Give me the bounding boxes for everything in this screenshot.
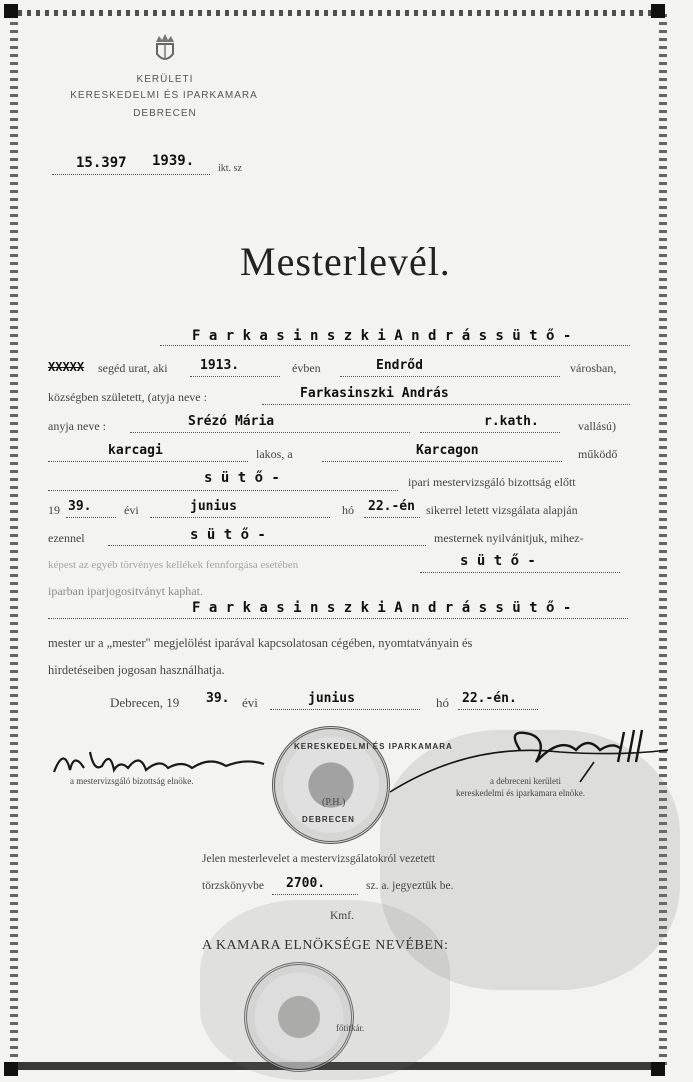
- text-evi-2: évi: [242, 695, 258, 710]
- corner-bottom-right: [651, 1062, 665, 1076]
- secretary-caption: főtitkár.: [336, 1023, 365, 1033]
- mother-name: Srézó Mária: [188, 414, 275, 429]
- text-ipari: ipari mestervizsgáló bizottság előtt: [408, 475, 576, 489]
- text-mesternek: mesternek nyilvánitjuk, mihez-: [434, 531, 584, 545]
- text-iparban: iparban iparjogositványt kaphat.: [48, 584, 203, 598]
- exam-year: 39.: [68, 499, 92, 514]
- text-ezennel: ezennel: [48, 531, 85, 545]
- exam-month: junius: [190, 499, 237, 514]
- kmf: Kmf.: [330, 910, 354, 922]
- committee-place: Karcagon: [416, 443, 479, 458]
- trade-3: s ü t ő -: [460, 553, 536, 569]
- crown-crest-icon: [150, 32, 180, 66]
- date-day: 22.-én.: [462, 691, 517, 706]
- text-kozsegben: községben született, (atyja neve :: [48, 390, 207, 404]
- apprentice-name-line: F a r k a s i n s z k i A n d r á s s ü t ő -: [192, 328, 572, 344]
- left-signature-caption: a mestervizsgáló bizottság elnöke.: [70, 776, 194, 786]
- chamber-presidency-line: A KAMARA ELNÖKSÉGE NEVÉBEN:: [202, 938, 449, 953]
- registration-number: 15.397: [76, 155, 127, 171]
- registration-suffix: ikt. sz: [218, 163, 242, 174]
- text-hirdeteseiben: hirdetéseiben jogosan használhatja.: [48, 663, 225, 677]
- footer-line-2b: sz. a. jegyeztük be.: [366, 880, 454, 892]
- text-evben: évben: [292, 361, 321, 375]
- trade-2: s ü t ő -: [190, 527, 266, 543]
- text-anyja: anyja neve :: [48, 419, 106, 433]
- text-vallasu: vallású): [578, 419, 616, 433]
- seal-text-top: KERESKEDELMI ÉS IPARKAMARA: [294, 742, 453, 751]
- date-year: 39.: [206, 691, 230, 706]
- master-name-line: F a r k a s i n s z k i A n d r á s s ü t ő -: [192, 600, 572, 616]
- chamber-header-line1: KERÜLETI: [136, 74, 194, 85]
- text-varosban: városban,: [570, 361, 617, 375]
- corner-top-left: [4, 4, 18, 18]
- border-top: [18, 10, 663, 16]
- religion: r.kath.: [484, 414, 539, 429]
- trade: s ü t ő -: [204, 470, 280, 486]
- corner-top-right: [651, 4, 665, 18]
- text-mester-ur: mester ur a „mester" megjelölést iparával kapcsolatosan cégében, nyomtatványain és: [48, 636, 473, 650]
- footer-line-2a: törzskönyvbe: [202, 880, 264, 892]
- text-evi: évi: [124, 503, 139, 517]
- exam-day: 22.-én: [368, 499, 415, 514]
- text-mukodo: működő: [578, 447, 618, 461]
- struck-field: XXXXX: [48, 360, 85, 374]
- text-lakos: lakos, a: [256, 447, 293, 461]
- corner-bottom-left: [4, 1062, 18, 1076]
- registration-year: 1939.: [152, 153, 195, 169]
- birth-place: Endrőd: [376, 358, 423, 373]
- register-number: 2700.: [286, 876, 326, 891]
- text-year-prefix: 19: [48, 503, 60, 517]
- text-ho-2: hó: [436, 695, 449, 710]
- bottom-seal: [244, 962, 354, 1072]
- right-signature-caption-2: kereskedelmi és iparkamara elnöke.: [456, 788, 585, 798]
- chamber-header-line2: KERESKEDELMI ÉS IPARKAMARA: [70, 90, 258, 101]
- text-ho: hó: [342, 503, 354, 517]
- birth-year: 1913.: [200, 358, 240, 373]
- father-name: Farkasinszki András: [300, 386, 449, 401]
- date-month: junius: [308, 691, 355, 706]
- right-signature-caption-1: a debreceni kerületi: [490, 776, 561, 786]
- text-seged-urat: segéd urat, aki: [98, 361, 168, 375]
- seal-text-bottom: DEBRECEN: [302, 815, 355, 824]
- border-left: [10, 14, 18, 1068]
- document-title: Mesterlevél.: [240, 239, 451, 284]
- chamber-header-line3: DEBRECEN: [133, 108, 197, 119]
- residence: karcagi: [108, 443, 163, 458]
- footer-line-1: Jelen mesterlevelet a mestervizsgálatokról vezetett: [202, 853, 436, 865]
- ph-mark: (P.H.): [322, 797, 346, 808]
- text-sikerrel: sikerrel letett vizsgálata alapján: [426, 503, 578, 517]
- text-kepest: képest az egyéb törvényes kellékek fennforgása esetében: [48, 559, 299, 571]
- text-debrecen: Debrecen, 19: [110, 695, 180, 710]
